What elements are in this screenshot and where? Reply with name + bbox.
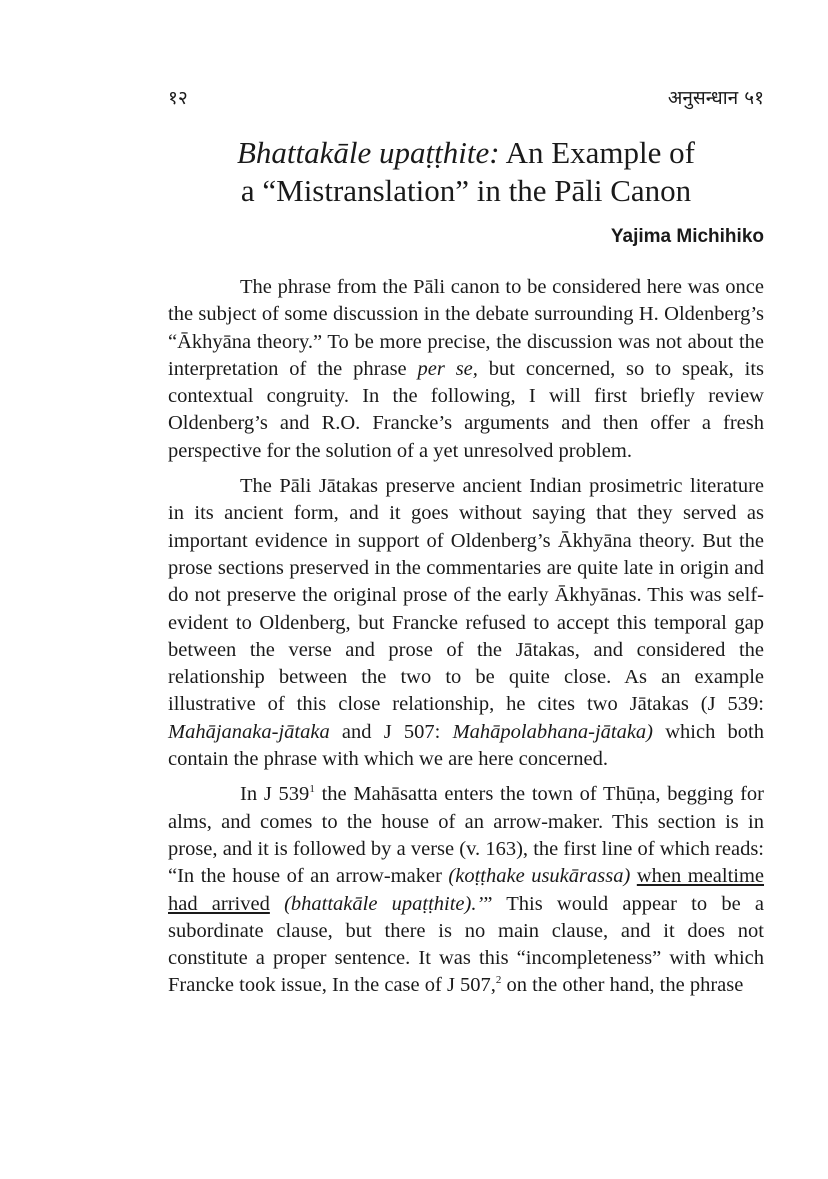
footnote-ref-2[interactable]: 2 — [495, 974, 502, 987]
paragraph-3-text-a: In J 539 — [240, 783, 310, 806]
paragraph-3-text-f: on the other hand, the phrase — [501, 974, 744, 997]
paragraph-1-text: The phrase from the Pāli canon to be considered here was once the subject of some discussion in the debate surrounding H. Oldenberg’s “Ākhyāna theory.” To be more precise, the discussion was not about the interpretation of the phrase — [168, 276, 764, 380]
paragraph-1-tail: but concerned, so to speak, its contextual congruity. In the following, I will first briefly review Oldenberg’s and R.O. Francke’s arguments and then offer a fresh perspective for the solution of a yet unresolved problem. — [168, 357, 764, 462]
paragraph-1 — [168, 274, 764, 465]
title-line-1 — [168, 134, 764, 172]
article-title — [168, 134, 764, 210]
title-italic-phrase: Bhattakāle upaṭṭhite: — [236, 135, 500, 170]
paragraph-2-text-a: The Pāli Jātakas preserve ancient Indian prosimetric literature in its ancient form, and it goes without saying that they served as important evidence in support of Oldenberg’s Ākhyāna theory. But the prose sections preserved in the commentaries are quite late in origin and do not preserve the original prose of the early Ākhyānas. This was self-evident to Oldenberg, but Francke refused to accept this temporal gap between the verse and prose of the Jātakas, and considered the relationship between the two to be quite close. As an example illustrative of this close relationship, he cites two Jātakas (J 539: — [168, 475, 764, 716]
paragraph-3-text-b: the Mahāsatta enters the town of Thūṇa, begging for alms, and comes to the house of an arrow-maker. This section is in prose, and it is followed by a verse (v. 163), the first line of which reads: “In the house of an arrow-maker — [168, 783, 764, 888]
running-header — [168, 84, 764, 114]
italic-per-se: per se, — [417, 357, 478, 380]
page-number: १२ — [168, 87, 188, 109]
space — [270, 893, 284, 915]
article-body — [168, 274, 764, 1008]
footnote-ref-1[interactable]: 1 — [309, 783, 315, 796]
title-line-2: a “Mistranslation” in the Pāli Canon — [240, 173, 692, 208]
journal-title: अनुसन्धान ५१ — [667, 87, 764, 109]
paragraph-2-text-b: and J 507: — [329, 720, 453, 743]
italic-kotthake: (koṭṭhake usukārassa) — [448, 865, 631, 888]
italic-bhattakale: (bhattakāle upaṭṭhite).’ — [284, 892, 484, 915]
italic-mahapolabhana: Mahāpolabhana-jātaka) — [452, 720, 654, 743]
underlined-phrase: when mealtime had arrived — [168, 865, 765, 915]
paragraph-3-text-e: ” This would appear to be a subordinate clause, but there is no main clause, and it does not constitute a proper sentence. It was this “incompleteness” with which Francke took issue, In the case of J 507, — [168, 892, 764, 997]
author-name: Yajima Michihiko — [610, 226, 764, 247]
italic-mahajanaka: Mahājanaka-jātaka — [168, 720, 330, 743]
paragraph-2 — [168, 473, 764, 773]
paragraph-2-text-c: which both contain the phrase with which we are here concerned. — [168, 720, 764, 771]
paragraph-3 — [168, 781, 764, 999]
title-line-1-rest: An Example of — [499, 135, 695, 170]
